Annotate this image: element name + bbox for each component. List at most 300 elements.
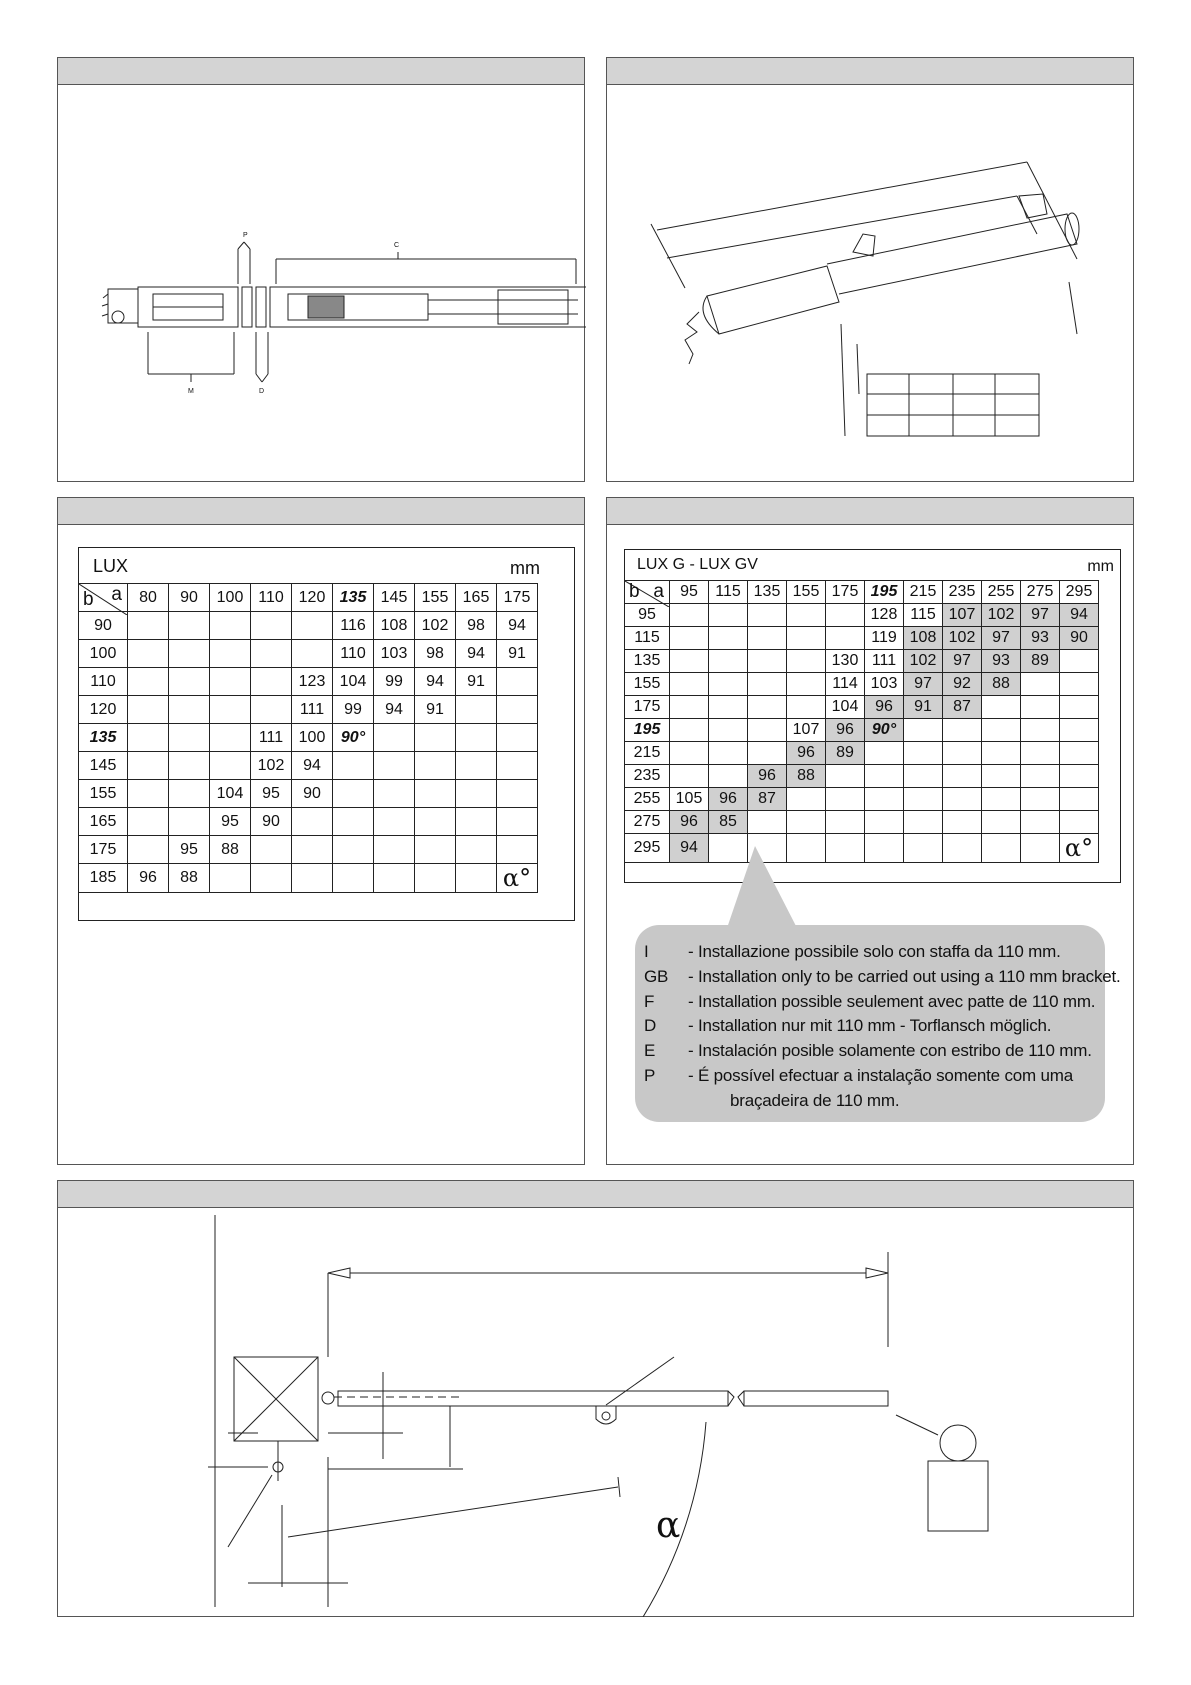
table-cell: 107 <box>787 719 826 742</box>
table-cell: 102 <box>982 604 1021 627</box>
luxg-table-title: LUX G - LUX GV <box>637 556 758 573</box>
note-line <box>644 1091 899 1111</box>
row-header: 155 <box>625 673 670 696</box>
table-cell: 94 <box>374 696 415 724</box>
column-header: 255 <box>982 581 1021 604</box>
language-code: F <box>644 991 655 1011</box>
table-cell <box>456 724 497 752</box>
row-header: 155 <box>79 780 128 808</box>
table-cell <box>333 864 374 893</box>
table-cell <box>128 668 169 696</box>
row-header: 195 <box>625 719 670 742</box>
table-cell: 102 <box>943 627 982 650</box>
lux-table-unit: mm <box>510 558 540 578</box>
table-row <box>79 640 538 668</box>
row-header: 90 <box>79 612 128 640</box>
table-cell: 97 <box>982 627 1021 650</box>
table-cell <box>456 864 497 893</box>
alpha-label: α <box>656 1505 681 1546</box>
table-cell <box>128 808 169 836</box>
panel-header <box>58 58 584 85</box>
table-cell <box>456 752 497 780</box>
table-cell: 111 <box>865 650 904 673</box>
table-cell: 96 <box>670 811 709 834</box>
table-cell <box>982 811 1021 834</box>
table-cell: 90° <box>865 719 904 742</box>
table-cell <box>1021 673 1060 696</box>
table-cell <box>670 604 709 627</box>
panel-motor-3d <box>606 57 1134 482</box>
motor-section-drawing <box>58 84 586 482</box>
note-line <box>644 992 1095 1012</box>
corner-a-label: a <box>111 584 122 605</box>
table-cell <box>210 752 251 780</box>
table-cell: 94 <box>497 612 538 640</box>
note-text: - Installazione possibile solo con staffa da 110 mm. <box>688 942 1061 961</box>
table-cell: 95 <box>251 780 292 808</box>
table-cell: 93 <box>982 650 1021 673</box>
table-cell <box>251 612 292 640</box>
table-cell <box>748 604 787 627</box>
lux-table-title: LUX <box>93 556 129 576</box>
table-cell: 103 <box>374 640 415 668</box>
table-row <box>625 719 1099 742</box>
table-cell: 103 <box>865 673 904 696</box>
language-code: I <box>644 942 649 961</box>
table-cell: 89 <box>826 742 865 765</box>
table-cell: 90 <box>292 780 333 808</box>
table-cell <box>943 788 982 811</box>
table-cell <box>943 719 982 742</box>
column-header: 135 <box>748 581 787 604</box>
table-cell: 93 <box>1021 627 1060 650</box>
table-cell <box>292 836 333 864</box>
table-cell: 119 <box>865 627 904 650</box>
language-code: E <box>644 1041 656 1061</box>
table-cell <box>497 668 538 696</box>
corner-cell <box>79 584 128 612</box>
table-cell <box>826 788 865 811</box>
table-cell <box>497 808 538 836</box>
table-cell: 92 <box>943 673 982 696</box>
table-cell: 95 <box>210 808 251 836</box>
alpha-symbol: α° <box>1060 834 1099 863</box>
column-header: 215 <box>904 581 943 604</box>
column-header: 195 <box>865 581 904 604</box>
note-text: - Installation possible seulement avec patte de 110 mm. <box>688 991 1096 1011</box>
table-cell <box>826 765 865 788</box>
column-header: 275 <box>1021 581 1060 604</box>
table-cell <box>210 612 251 640</box>
table-cell <box>709 650 748 673</box>
alpha-symbol: α° <box>497 864 538 893</box>
table-cell: 95 <box>169 836 210 864</box>
note-line <box>644 1066 1073 1086</box>
row-header: 235 <box>625 765 670 788</box>
label-d: D <box>259 388 265 395</box>
table-cell <box>210 724 251 752</box>
table-row <box>625 811 1099 834</box>
table-cell: 90° <box>333 724 374 752</box>
table-cell <box>1060 650 1099 673</box>
table-cell: 98 <box>415 640 456 668</box>
table-cell <box>128 696 169 724</box>
table-cell: 108 <box>374 612 415 640</box>
column-header: 110 <box>251 584 292 612</box>
table-row <box>79 668 538 696</box>
table-row <box>79 864 538 893</box>
table-cell <box>1021 742 1060 765</box>
table-row <box>79 612 538 640</box>
note-line <box>644 1016 1051 1036</box>
table-cell <box>128 780 169 808</box>
table-cell <box>1060 673 1099 696</box>
table-cell: 107 <box>943 604 982 627</box>
panel-header <box>607 498 1133 525</box>
label-m: M <box>188 388 194 395</box>
table-cell <box>497 780 538 808</box>
table-cell: 96 <box>748 765 787 788</box>
table-cell <box>374 864 415 893</box>
table-cell <box>1021 788 1060 811</box>
row-header: 110 <box>79 668 128 696</box>
table-cell <box>1021 719 1060 742</box>
table-cell <box>865 742 904 765</box>
table-cell <box>709 673 748 696</box>
table-cell <box>709 719 748 742</box>
table-cell <box>251 640 292 668</box>
table-cell: 91 <box>904 696 943 719</box>
table-cell: 90 <box>251 808 292 836</box>
corner-b-label: b <box>629 581 640 602</box>
note-text: - É possível efectuar a instalação somente com uma <box>688 1066 1073 1085</box>
table-cell <box>670 696 709 719</box>
row-header: 100 <box>79 640 128 668</box>
table-cell <box>210 864 251 893</box>
table-cell: 88 <box>210 836 251 864</box>
column-header: 95 <box>670 581 709 604</box>
table-cell <box>670 719 709 742</box>
table-cell <box>415 808 456 836</box>
table-cell: 123 <box>292 668 333 696</box>
table-cell: 130 <box>826 650 865 673</box>
table-cell: 128 <box>865 604 904 627</box>
table-cell: 100 <box>292 724 333 752</box>
table-cell <box>169 724 210 752</box>
table-cell <box>292 640 333 668</box>
panel-install-geometry <box>57 1180 1134 1617</box>
table-row <box>625 765 1099 788</box>
table-cell: 87 <box>943 696 982 719</box>
table-cell <box>169 780 210 808</box>
table-cell <box>670 742 709 765</box>
note-line <box>644 942 1061 962</box>
table-cell <box>787 788 826 811</box>
table-cell: 104 <box>210 780 251 808</box>
table-cell <box>787 604 826 627</box>
note-text: - Installation only to be carried out using a 110 mm bracket. <box>688 966 1121 986</box>
table-cell: 88 <box>787 765 826 788</box>
table-cell <box>456 808 497 836</box>
table-cell <box>333 752 374 780</box>
table-cell <box>128 612 169 640</box>
table-cell: 98 <box>456 612 497 640</box>
motor-3d-drawing <box>607 84 1135 482</box>
table-cell <box>210 668 251 696</box>
table-cell <box>210 696 251 724</box>
table-cell <box>333 780 374 808</box>
table-cell <box>169 612 210 640</box>
note-text: braçadeira de 110 mm. <box>730 1090 900 1110</box>
table-cell <box>415 752 456 780</box>
table-cell <box>943 742 982 765</box>
table-cell <box>456 696 497 724</box>
label-c: C <box>394 242 400 249</box>
luxg-table-unit: mm <box>1087 558 1114 575</box>
table-cell <box>904 788 943 811</box>
column-header: 175 <box>826 581 865 604</box>
table-row <box>79 780 538 808</box>
table-cell <box>670 673 709 696</box>
table-cell <box>748 650 787 673</box>
table-row <box>625 742 1099 765</box>
table-cell <box>982 742 1021 765</box>
table-row <box>79 808 538 836</box>
table-cell <box>169 808 210 836</box>
table-cell: 108 <box>904 627 943 650</box>
table-cell <box>169 668 210 696</box>
table-cell: 97 <box>904 673 943 696</box>
table-row <box>625 604 1099 627</box>
table-cell <box>826 604 865 627</box>
table-cell <box>251 836 292 864</box>
panel-motor-diagram <box>57 57 585 482</box>
table-cell <box>748 627 787 650</box>
table-row <box>79 752 538 780</box>
table-cell: 94 <box>456 640 497 668</box>
corner-a-label: a <box>653 581 664 602</box>
column-header: 155 <box>787 581 826 604</box>
table-cell <box>169 696 210 724</box>
row-header: 135 <box>625 650 670 673</box>
panel-lux-table <box>57 497 585 1165</box>
table-cell <box>787 673 826 696</box>
table-cell: 115 <box>904 604 943 627</box>
table-cell: 90 <box>1060 627 1099 650</box>
table-row <box>79 696 538 724</box>
row-header: 95 <box>625 604 670 627</box>
table-cell <box>374 752 415 780</box>
table-cell <box>1060 742 1099 765</box>
table-cell: 94 <box>415 668 456 696</box>
note-line <box>644 1041 1092 1061</box>
table-cell <box>748 811 787 834</box>
language-code: P <box>644 1066 656 1085</box>
table-cell: 96 <box>128 864 169 893</box>
table-row <box>79 724 538 752</box>
table-cell <box>1021 696 1060 719</box>
table-cell <box>748 673 787 696</box>
table-row <box>79 836 538 864</box>
table-cell: 94 <box>292 752 333 780</box>
table-cell: 96 <box>787 742 826 765</box>
table-cell: 87 <box>748 788 787 811</box>
table-cell <box>415 864 456 893</box>
table-cell <box>415 724 456 752</box>
table-cell <box>128 640 169 668</box>
table-cell <box>748 742 787 765</box>
table-cell: 114 <box>826 673 865 696</box>
table-cell: 97 <box>1021 604 1060 627</box>
table-cell <box>374 724 415 752</box>
column-header: 100 <box>210 584 251 612</box>
table-cell <box>787 627 826 650</box>
table-row <box>625 627 1099 650</box>
row-header: 175 <box>625 696 670 719</box>
note-text: - Installation nur mit 110 mm - Torflansch möglich. <box>688 1016 1052 1036</box>
table-cell <box>415 780 456 808</box>
table-cell: 99 <box>374 668 415 696</box>
table-cell: 85 <box>709 811 748 834</box>
table-cell <box>787 811 826 834</box>
table-cell: 88 <box>169 864 210 893</box>
panel-header <box>58 1181 1133 1208</box>
note-text: - Instalación posible solamente con estribo de 110 mm. <box>688 1041 1092 1061</box>
column-header: 120 <box>292 584 333 612</box>
table-cell <box>982 696 1021 719</box>
table-cell <box>709 742 748 765</box>
table-cell <box>128 836 169 864</box>
table-cell: 94 <box>1060 604 1099 627</box>
panel-header <box>58 498 584 525</box>
note-line <box>644 967 1121 987</box>
column-header: 175 <box>497 584 538 612</box>
table-cell <box>982 719 1021 742</box>
table-cell <box>982 788 1021 811</box>
row-header: 295 <box>625 834 670 863</box>
table-cell <box>497 752 538 780</box>
table-cell <box>865 811 904 834</box>
table-cell <box>374 836 415 864</box>
table-cell <box>904 742 943 765</box>
row-header: 165 <box>79 808 128 836</box>
table-cell <box>709 696 748 719</box>
table-cell: 91 <box>415 696 456 724</box>
luxg-table <box>624 580 1099 863</box>
table-cell <box>1060 696 1099 719</box>
table-cell <box>943 811 982 834</box>
table-cell: 104 <box>333 668 374 696</box>
table-cell: 96 <box>709 788 748 811</box>
column-header: 135 <box>333 584 374 612</box>
column-header: 115 <box>709 581 748 604</box>
table-cell: 102 <box>251 752 292 780</box>
table-cell <box>1060 811 1099 834</box>
table-cell <box>709 765 748 788</box>
table-cell <box>292 864 333 893</box>
table-cell <box>251 864 292 893</box>
column-header: 80 <box>128 584 169 612</box>
table-cell <box>865 765 904 788</box>
table-cell: 111 <box>292 696 333 724</box>
table-cell <box>456 836 497 864</box>
table-cell: 105 <box>670 788 709 811</box>
row-header: 175 <box>79 836 128 864</box>
table-cell: 91 <box>456 668 497 696</box>
column-header: 235 <box>943 581 982 604</box>
language-code: GB <box>644 966 669 986</box>
table-cell <box>497 724 538 752</box>
table-cell <box>904 765 943 788</box>
column-header: 295 <box>1060 581 1099 604</box>
corner-cell <box>625 581 670 604</box>
table-cell: 97 <box>943 650 982 673</box>
table-cell: 99 <box>333 696 374 724</box>
table-cell <box>169 640 210 668</box>
table-cell <box>787 696 826 719</box>
table-cell <box>709 627 748 650</box>
table-cell <box>333 836 374 864</box>
table-cell: 110 <box>333 640 374 668</box>
table-cell <box>904 811 943 834</box>
column-header: 90 <box>169 584 210 612</box>
lux-table <box>78 583 538 893</box>
table-cell <box>670 627 709 650</box>
row-header: 120 <box>79 696 128 724</box>
table-cell <box>982 765 1021 788</box>
installation-geometry-drawing <box>58 1207 1135 1617</box>
column-header: 165 <box>456 584 497 612</box>
corner-b-label: b <box>83 589 94 610</box>
table-cell: 89 <box>1021 650 1060 673</box>
table-cell <box>415 836 456 864</box>
table-cell <box>670 765 709 788</box>
table-cell <box>292 808 333 836</box>
table-row <box>625 788 1099 811</box>
table-cell <box>497 696 538 724</box>
table-cell <box>748 696 787 719</box>
table-cell: 88 <box>982 673 1021 696</box>
table-cell <box>1060 719 1099 742</box>
table-cell <box>210 640 251 668</box>
table-cell <box>787 650 826 673</box>
table-cell <box>374 808 415 836</box>
table-cell: 96 <box>865 696 904 719</box>
table-cell: 94 <box>670 834 709 863</box>
table-cell <box>865 788 904 811</box>
row-header: 255 <box>625 788 670 811</box>
column-header: 155 <box>415 584 456 612</box>
row-header: 145 <box>79 752 128 780</box>
row-header: 115 <box>625 627 670 650</box>
row-header: 275 <box>625 811 670 834</box>
table-cell <box>1021 811 1060 834</box>
table-cell <box>251 668 292 696</box>
table-cell <box>943 765 982 788</box>
table-cell: 96 <box>826 719 865 742</box>
table-cell <box>128 752 169 780</box>
table-cell: 116 <box>333 612 374 640</box>
table-cell <box>128 724 169 752</box>
table-cell <box>826 627 865 650</box>
table-cell <box>748 719 787 742</box>
table-cell <box>169 752 210 780</box>
table-cell <box>670 650 709 673</box>
table-cell: 111 <box>251 724 292 752</box>
table-cell <box>292 612 333 640</box>
panel-header <box>607 58 1133 85</box>
table-cell <box>456 780 497 808</box>
